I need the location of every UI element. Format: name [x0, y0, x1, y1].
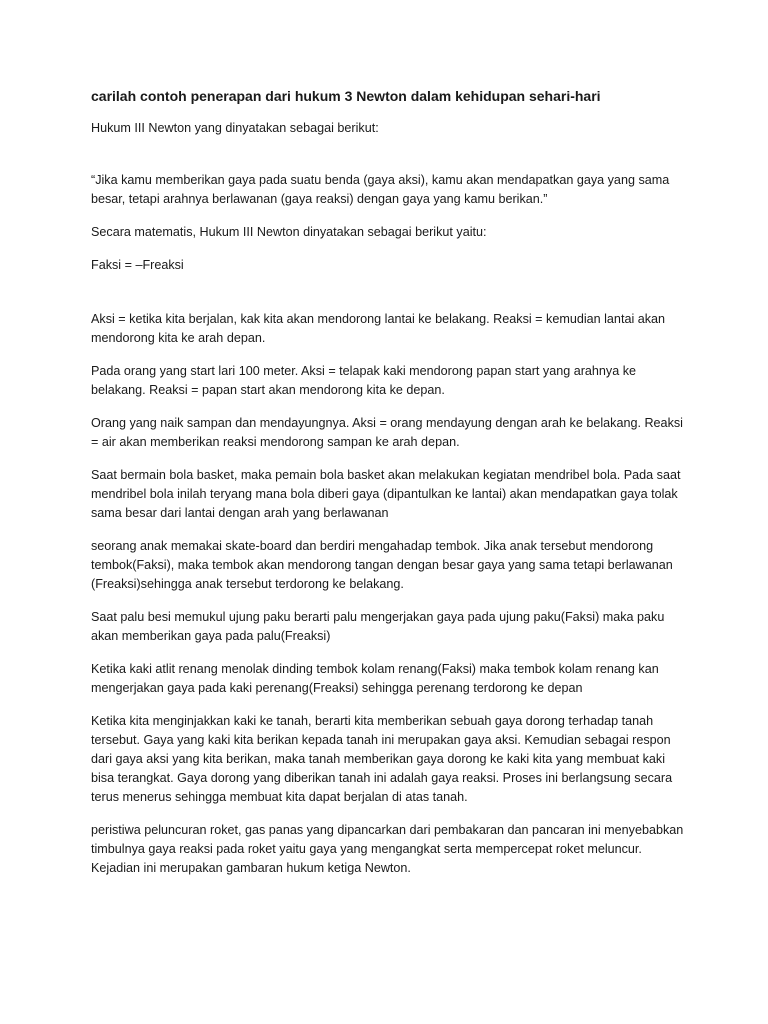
paragraph-stepping: Ketika kita menginjakkan kaki ke tanah, berarti kita memberikan sebuah gaya dorong terhadap tanah tersebut. Gaya yang kaki kita berikan kepada tanah ini merupakan gaya aksi. Kemudian sebagai respon dari gaya aksi yang kita berikan, maka tanah memberikan gaya dorong ke kaki kita yang membuat kaki bisa terangkat. Gaya dorong yang diberikan tanah ini adalah gaya reaksi. Proses ini berlangsung secara terus menerus sehingga membuat kita dapat berjalan di atas tanah. [91, 714, 673, 804]
paragraph-skateboard: seorang anak memakai skate-board dan berdiri mengahadap tembok. Jika anak tersebut mendorong tembok(Faksi), maka tembok akan mendorong tangan dengan besar gaya yang sama tetapi berlawanan (Freaksi)sehingga anak tersebut terdorong ke belakang. [91, 539, 673, 591]
paragraph-rocket: peristiwa peluncuran roket, gas panas yang dipancarkan dari pembakaran dan pancaran ini menyebabkan timbulnya gaya reaksi pada roket yaitu gaya yang mengangkat serta mempercepat roket meluncur. Kejadian ini merupakan gambaran hukum ketiga Newton. [91, 823, 684, 875]
paragraph-formula: Faksi = –Freaksi [91, 258, 184, 272]
paragraph-basketball: Saat bermain bola basket, maka pemain bola basket akan melakukan kegiatan mendribel bola. Pada saat mendribel bola inilah teryang mana bola diberi gaya (dipantulkan ke lantai) akan mendapatkan gaya tolak sama besar dari lantai dengan arah yang berlawanan [91, 468, 681, 520]
paragraph-swimmer: Ketika kaki atlit renang menolak dinding tembok kolam renang(Faksi) maka tembok kolam renang kan mengerjakan gaya pada kaki perenang(Freaksi) sehingga perenang terdorong ke depan [91, 662, 659, 695]
paragraph-rowing: Orang yang naik sampan dan mendayungnya. Aksi = orang mendayung dengan arah ke belakang. Reaksi = air akan memberikan reaksi mendorong sampan ke arah depan. [91, 416, 683, 449]
paragraph-hammer: Saat palu besi memukul ujung paku berarti palu mengerjakan gaya pada ujung paku(Faksi) maka paku akan memberikan gaya pada palu(Freaksi) [91, 610, 665, 643]
paragraph-walking: Aksi = ketika kita berjalan, kak kita akan mendorong lantai ke belakang. Reaksi = kemudian lantai akan mendorong kita ke arah depan. [91, 312, 666, 345]
paragraph-quote: “Jika kamu memberikan gaya pada suatu benda (gaya aksi), kamu akan mendapatkan gaya yang sama besar, tetapi arahnya berlawanan (gaya reaksi) dengan gaya yang kamu berikan.” [91, 173, 670, 206]
paragraph-intro: Hukum III Newton yang dinyatakan sebagai berikut: [91, 121, 379, 135]
paragraph-running-start: Pada orang yang start lari 100 meter. Aksi = telapak kaki mendorong papan start yang arahnya ke belakang. Reaksi = papan start akan mendorong kita ke depan. [91, 364, 637, 397]
document-page [91, 86, 691, 892]
document-title: carilah contoh penerapan dari hukum 3 Newton dalam kehidupan sehari-hari [91, 88, 601, 104]
paragraph-formula-intro: Secara matematis, Hukum III Newton dinyatakan sebagai berikut yaitu: [91, 225, 487, 239]
